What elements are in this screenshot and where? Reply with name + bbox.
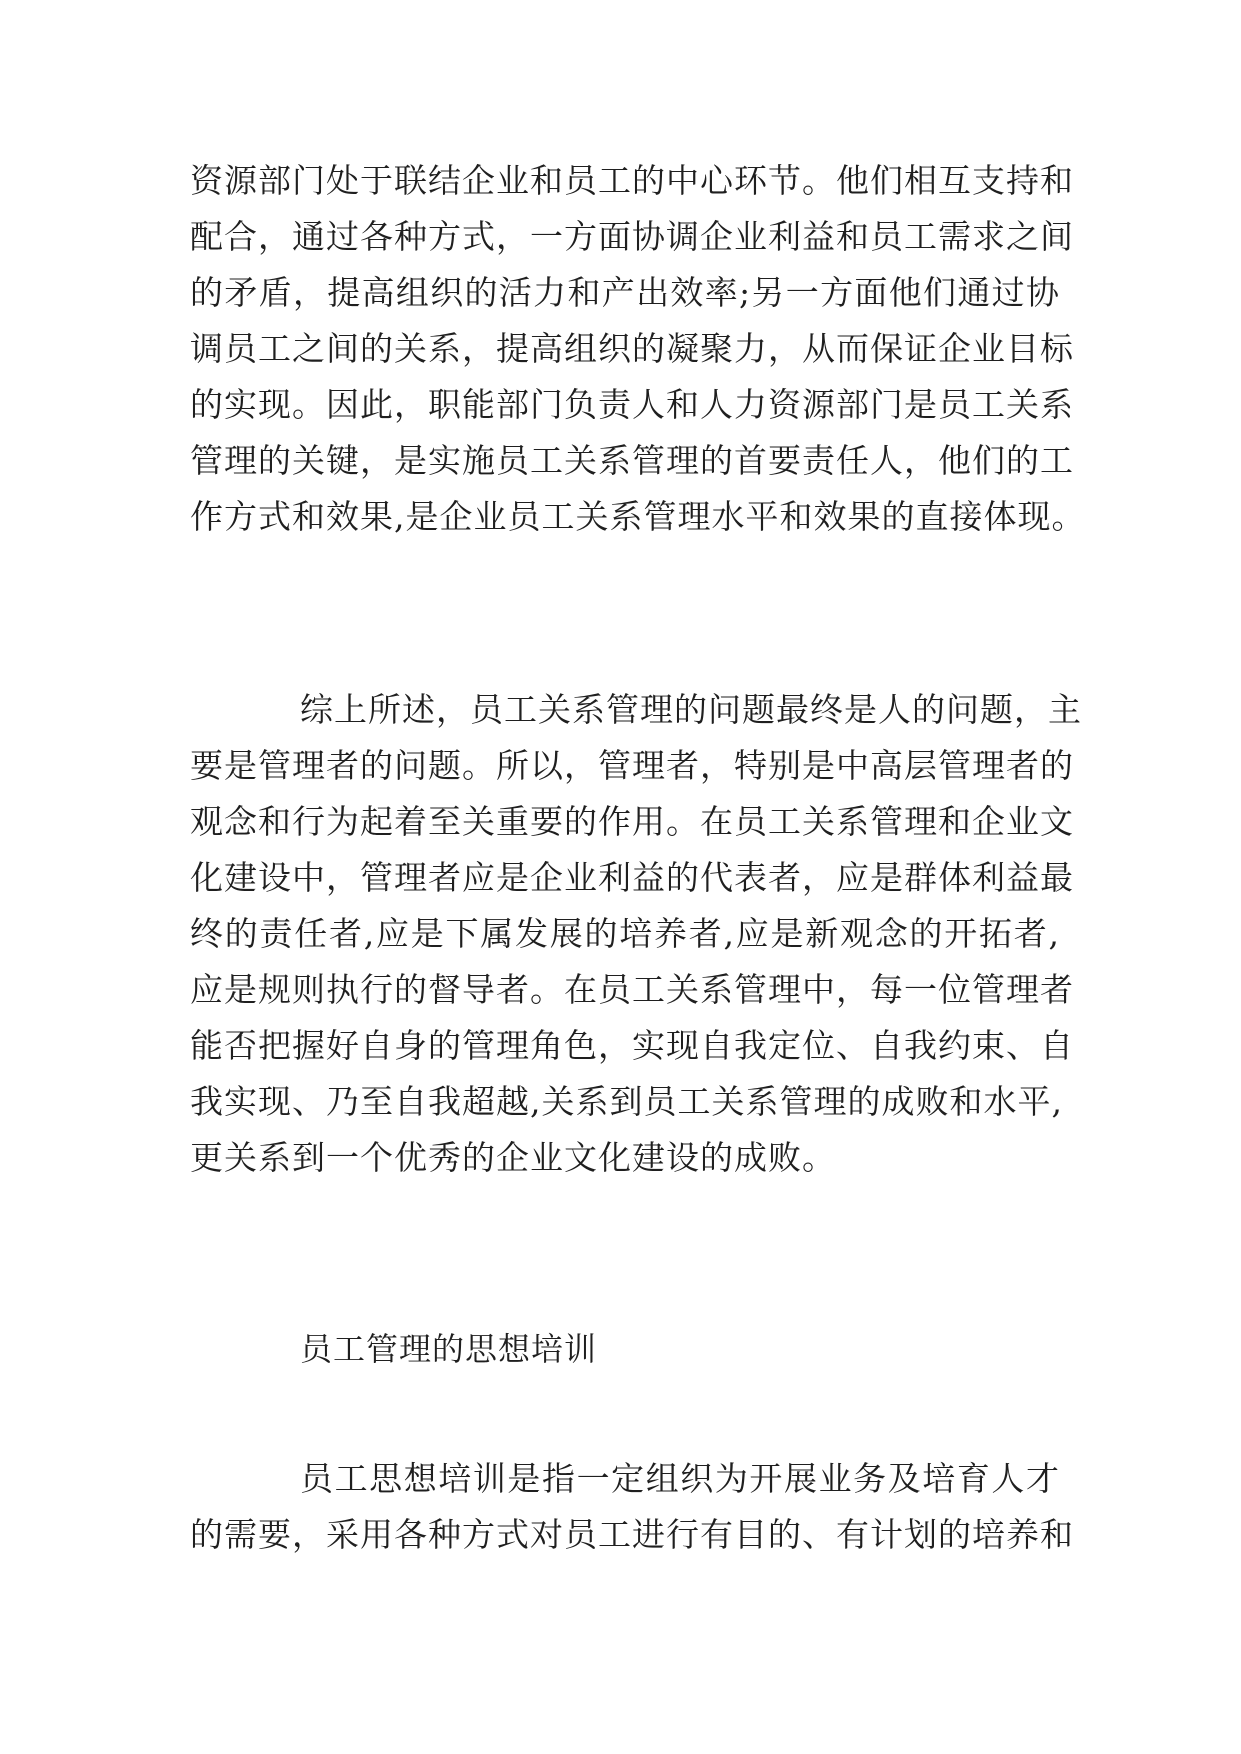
paragraph-2-line-8: 我实现、乃至自我超越,关系到员工关系管理的成败和水平, <box>190 1082 1063 1121</box>
paragraph-2-line-4: 化建设中，管理者应是企业利益的代表者，应是群体利益最 <box>190 858 1074 897</box>
paragraph-2-line-9: 更关系到一个优秀的企业文化建设的成败。 <box>190 1138 836 1177</box>
paragraph-2-line-7: 能否把握好自身的管理角色，实现自我定位、自我约束、自 <box>190 1026 1074 1065</box>
paragraph-1-line-4: 调员工之间的关系，提高组织的凝聚力，从而保证企业目标 <box>190 329 1074 368</box>
section-heading: 员工管理的思想培训 <box>300 1330 598 1368</box>
paragraph-1-line-3: 的矛盾，提高组织的活力和产出效率;另一方面他们通过协 <box>190 273 1060 312</box>
paragraph-1-line-2: 配合，通过各种方式，一方面协调企业利益和员工需求之间 <box>190 217 1074 256</box>
paragraph-2-line-6: 应是规则执行的督导者。在员工关系管理中，每一位管理者 <box>190 970 1074 1009</box>
paragraph-2-line-3: 观念和行为起着至关重要的作用。在员工关系管理和企业文 <box>190 802 1074 841</box>
paragraph-1-line-6: 管理的关键，是实施员工关系管理的首要责任人，他们的工 <box>190 441 1074 480</box>
paragraph-1-line-7: 作方式和效果,是企业员工关系管理水平和效果的直接体现。 <box>190 497 1086 536</box>
paragraph-1-line-5: 的实现。因此，职能部门负责人和人力资源部门是员工关系 <box>190 385 1074 424</box>
paragraph-2-line-1: 综上所述，员工关系管理的问题最终是人的问题，主 <box>300 690 1082 729</box>
paragraph-2-line-5: 终的责任者,应是下属发展的培养者,应是新观念的开拓者, <box>190 914 1060 953</box>
paragraph-1-line-1: 资源部门处于联结企业和员工的中心环节。他们相互支持和 <box>190 161 1074 200</box>
paragraph-3-line-2: 的需要，采用各种方式对员工进行有目的、有计划的培养和 <box>190 1515 1074 1554</box>
paragraph-2-line-2: 要是管理者的问题。所以，管理者，特别是中高层管理者的 <box>190 746 1074 785</box>
paragraph-3-line-1: 员工思想培训是指一定组织为开展业务及培育人才 <box>300 1459 1060 1498</box>
